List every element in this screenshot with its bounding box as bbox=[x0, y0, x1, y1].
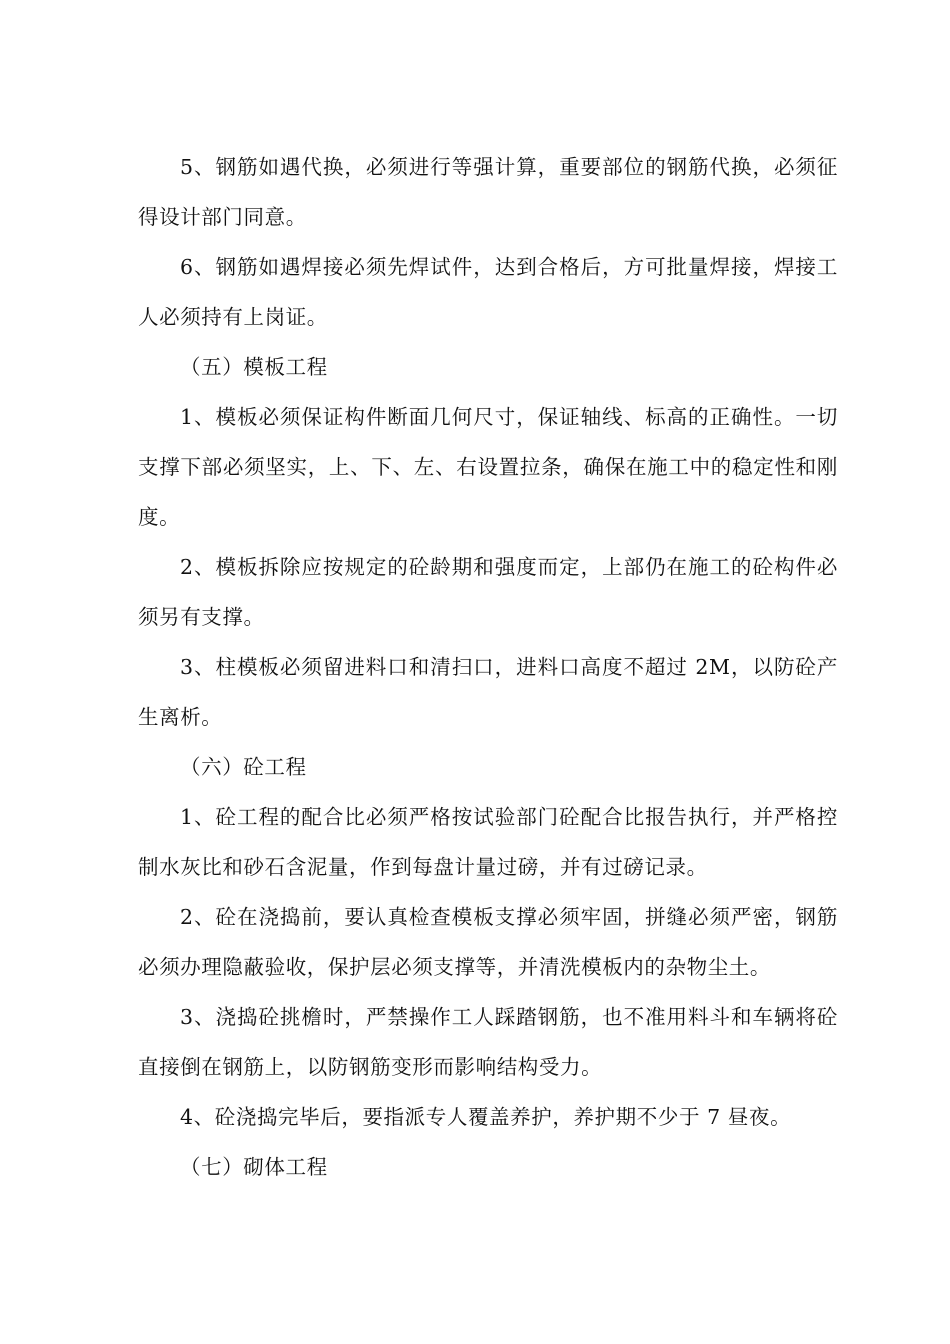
paragraph-formwork-removal: 2、模板拆除应按规定的砼龄期和强度而定，上部仍在施工的砼构件必须另有支撑。 bbox=[138, 555, 838, 629]
paragraph-concrete-inspection: 2、砼在浇捣前，要认真检查模板支撑必须牢固，拼缝必须严密，钢筋必须办理隐蔽验收，保护层必须支撑等，并清洗模板内的杂物尘土。 bbox=[138, 905, 838, 979]
paragraph-rebar-welding: 6、钢筋如遇焊接必须先焊试件，达到合格后，方可批量焊接，焊接工人必须持有上岗证。 bbox=[138, 255, 838, 329]
paragraph-column-formwork: 3、柱模板必须留进料口和清扫口，进料口高度不超过 2M，以防砼产生离析。 bbox=[138, 655, 838, 729]
paragraph-rebar-substitution: 5、钢筋如遇代换，必须进行等强计算，重要部位的钢筋代换，必须征得设计部门同意。 bbox=[138, 155, 838, 229]
section-heading-concrete: （六）砼工程 bbox=[180, 755, 307, 779]
paragraph-concrete-mix: 1、砼工程的配合比必须严格按试验部门砼配合比报告执行，并严格控制水灰比和砂石含泥量，作到每盘计量过磅，并有过磅记录。 bbox=[138, 805, 838, 879]
document-body bbox=[138, 142, 838, 1192]
section-heading-formwork: （五）模板工程 bbox=[180, 355, 328, 379]
paragraph-formwork-dimensions: 1、模板必须保证构件断面几何尺寸，保证轴线、标高的正确性。一切支撑下部必须坚实，上、下、左、右设置拉条，确保在施工中的稳定性和刚度。 bbox=[138, 405, 838, 529]
paragraph-concrete-eaves: 3、浇捣砼挑檐时，严禁操作工人踩踏钢筋，也不准用料斗和车辆将砼直接倒在钢筋上，以防钢筋变形而影响结构受力。 bbox=[138, 1005, 838, 1079]
paragraph-concrete-curing: 4、砼浇捣完毕后，要指派专人覆盖养护，养护期不少于 7 昼夜。 bbox=[180, 1105, 792, 1129]
section-heading-masonry: （七）砌体工程 bbox=[180, 1155, 328, 1179]
